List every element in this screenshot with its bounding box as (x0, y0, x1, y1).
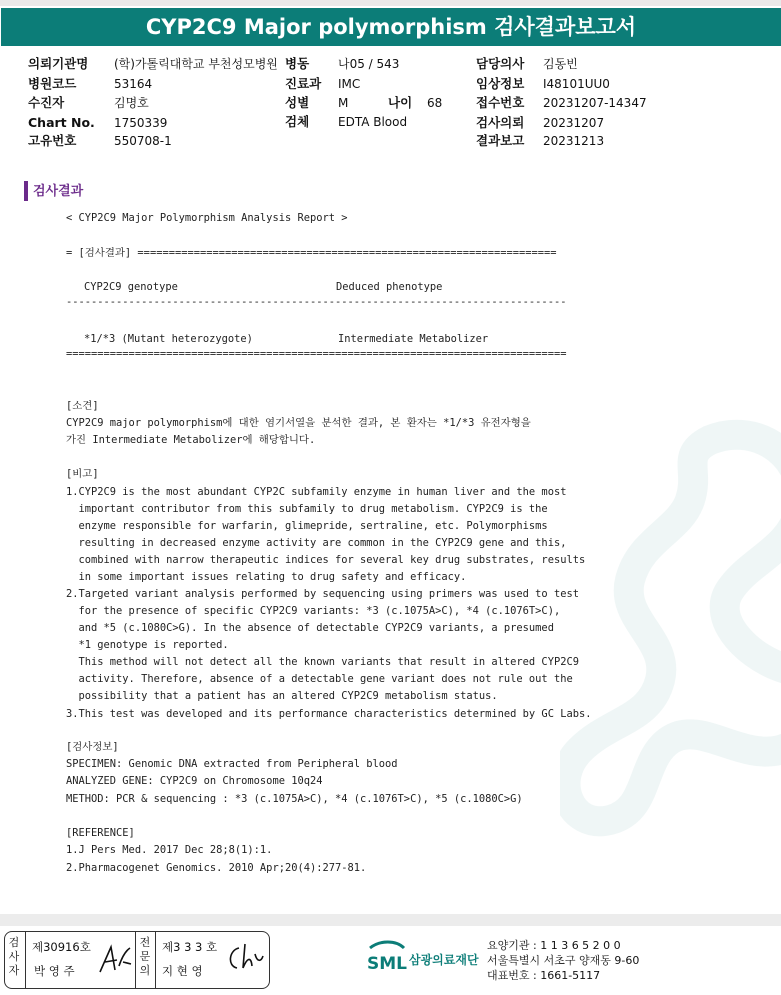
reference-title: [REFERENCE] (66, 827, 135, 839)
specimen-value: EDTA Blood (338, 115, 408, 129)
age-value: 68 (427, 96, 443, 110)
unique-value: 550708-1 (114, 134, 172, 148)
divider (25, 932, 26, 988)
test-info-line: SPECIMEN: Genomic DNA extracted from Peripheral blood (66, 758, 398, 770)
receipt-label: 접수번호 (476, 95, 525, 110)
watermark-logo (560, 400, 781, 940)
signature-box (4, 931, 270, 989)
test-info-line: METHOD: PCR & sequencing : *3 (c.1075A>C), *4 (c.1076T>C), *5 (c.1080C>G) (66, 793, 523, 805)
remarks-line: enzyme responsible for warfarin, glimepride, sertraline, etc. Polymorphisms (66, 520, 548, 532)
divider (155, 932, 156, 988)
remarks-line: resulting in decreased enzyme activity are common in the CYP2C9 gene and this, (66, 537, 567, 549)
remarks-line: activity. Therefore, absence of a detectable gene variant does not rule out the (66, 673, 573, 685)
remarks-line: *1 genotype is reported. (66, 639, 229, 651)
ward-label: 병동 (285, 56, 310, 71)
logo-mark: SML (367, 954, 407, 974)
specialist-signature-icon (225, 940, 265, 976)
footer-separator (0, 914, 781, 926)
remarks-line: and *5 (c.1080C>G). In the absence of detectable CYP2C9 variants, a presumed (66, 622, 554, 634)
req-org-value: (학)가톨릭대학교 부천성모병원 (114, 57, 278, 71)
hosp-code-value: 53164 (114, 77, 153, 91)
report-date-value: 20231213 (543, 134, 605, 148)
examiner-no: 제30916호 (32, 940, 91, 954)
clinical-label: 임상정보 (476, 76, 525, 91)
report-title: CYP2C9 Major polymorphism 검사결과보고서 (1, 8, 781, 46)
remarks-line: 2.Targeted variant analysis performed by sequencing using primers was used to test (66, 588, 579, 600)
top-border (0, 0, 781, 6)
unique-label: 고유번호 (28, 133, 77, 148)
sex-value: M (338, 96, 349, 110)
specialist-name: 지 현 영 (162, 964, 203, 978)
dept-label: 진료과 (285, 76, 322, 91)
brand-name: 삼광의료재단 (409, 953, 479, 967)
section-title: 검사결과 (24, 181, 83, 201)
doctor-value: 김동빈 (543, 57, 578, 71)
req-org-label: 의뢰기관명 (28, 56, 89, 71)
dept-value: IMC (338, 77, 361, 91)
name-value: 김명호 (114, 96, 149, 110)
specialist-no: 제3 3 3 호 (162, 940, 218, 954)
reference-line: 2.Pharmacogenet Genomics. 2010 Apr;20(4):277-81. (66, 862, 367, 874)
chart-label: Chart No. (28, 115, 95, 130)
result-rule: = [검사결과] =================================================================== (66, 247, 557, 259)
remarks-line: combined with narrow therapeutic indices for several key drug substrates, results (66, 554, 586, 566)
remarks-line: 3.This test was developed and its performance characteristics determined by GC Labs. (66, 708, 592, 720)
specimen-label: 검체 (285, 114, 310, 129)
clinical-value: I48101UU0 (543, 77, 610, 91)
eq-rule: ================================================================================ (66, 348, 567, 360)
reference-line: 1.J Pers Med. 2017 Dec 28;8(1):1. (66, 844, 273, 856)
age-label: 나이 (388, 95, 413, 110)
examiner-label: 검사자 (8, 936, 20, 977)
findings-title: [소견] (66, 400, 99, 412)
dash-rule: -------------------------------------------------------------------------------- (66, 296, 567, 308)
remarks-line: in some important issues relating to drug safety and efficacy. (66, 571, 467, 583)
remarks-line: 1.CYP2C9 is the most abundant CYP2C subfamily enzyme in human liver and the most (66, 486, 567, 498)
report-date-label: 결과보고 (476, 133, 525, 148)
test-info-line: ANALYZED GENE: CYP2C9 on Chromosome 10q24 (66, 775, 323, 787)
examiner-name: 박 영 주 (34, 964, 75, 978)
remarks-line: important contributor from this subfamily to drug metabolism. CYP2C9 is the (66, 503, 548, 515)
test-info-title: [검사정보] (66, 741, 119, 753)
sml-logo-icon (366, 938, 408, 978)
findings-line: 가진 Intermediate Metabolizer에 해당합니다. (66, 434, 316, 446)
remarks-title: [비고] (66, 468, 99, 480)
chart-value: 1750339 (114, 116, 168, 130)
sex-label: 성별 (285, 95, 310, 110)
report-header: < CYP2C9 Major Polymorphism Analysis Report > (66, 212, 348, 224)
receipt-value: 20231207-14347 (543, 96, 647, 110)
remarks-line: for the presence of specific CYP2C9 variants: *3 (c.1075A>C), *4 (c.1076T>C), (66, 605, 561, 617)
institution-code: 요양기관 : 1 1 3 6 5 2 0 0 (487, 939, 621, 952)
institution-phone: 대표번호 : 1661-5117 (487, 969, 601, 982)
name-label: 수진자 (28, 95, 65, 110)
req-date-label: 검사의뢰 (476, 115, 525, 130)
specialist-label: 전문의 (139, 936, 151, 977)
ward-value: 나05 / 543 (338, 57, 400, 71)
hosp-code-label: 병원코드 (28, 76, 77, 91)
phenotype-value: Intermediate Metabolizer (338, 333, 489, 345)
institution-address: 서울특별시 서초구 양재동 9-60 (487, 954, 640, 967)
req-date-value: 20231207 (543, 116, 605, 130)
genotype-value: *1/*3 (Mutant heterozygote) (84, 333, 253, 345)
col-genotype: CYP2C9 genotype (84, 281, 178, 293)
col-phenotype: Deduced phenotype (336, 281, 443, 293)
remarks-line: This method will not detect all the known variants that result in altered CYP2C9 (66, 656, 579, 668)
doctor-label: 담당의사 (476, 56, 525, 71)
findings-line: CYP2C9 major polymorphism에 대한 염기서열을 분석한 결과, 본 환자는 *1/*3 유전자형을 (66, 417, 531, 429)
remarks-line: possibility that a patient has an altered CYP2C9 metabolism status. (66, 690, 498, 702)
examiner-signature-icon (97, 942, 133, 976)
